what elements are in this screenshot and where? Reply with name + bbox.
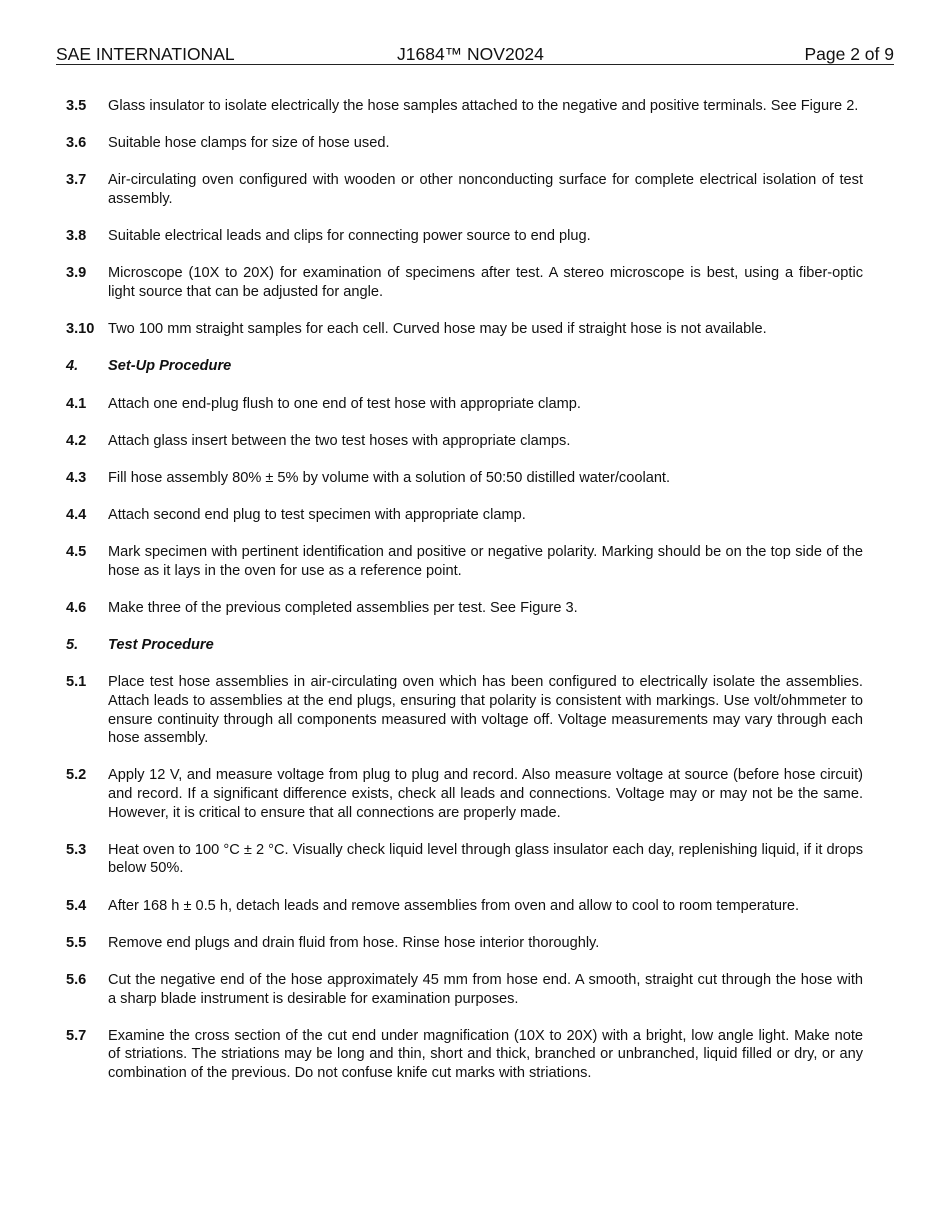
paragraph-text: Attach one end-plug flush to one end of test hose with appropriate clamp. (108, 395, 581, 412)
paragraph-text: Attach glass insert between the two test hoses with appropriate clamps. (108, 432, 571, 449)
paragraph-number: 3.8 (66, 228, 87, 245)
document-body (66, 97, 863, 1101)
header-page-number: Page 2 of 9 (804, 44, 894, 64)
section-heading (66, 636, 863, 655)
numbered-paragraph (66, 97, 863, 116)
numbered-paragraph (66, 673, 863, 747)
paragraph-text: Make three of the previous completed assemblies per test. See Figure 3. (108, 600, 578, 617)
paragraph-text: After 168 h ± 0.5 h, detach leads and remove assemblies from oven and allow to cool to room temperature. (108, 897, 800, 914)
paragraph-number: 4.2 (66, 432, 87, 449)
numbered-paragraph (66, 506, 863, 525)
paragraph-text: Examine the cross section of the cut end under magnification (10X to 20X) with a bright, low angle light. Make note of striations. The striations may be long and thin, short and thick, branched or unbranched, liquid filled or dry, or any combination of the previous. Do not confuse knife cut marks with striations. (108, 1027, 863, 1081)
numbered-paragraph (66, 1027, 863, 1083)
paragraph-text: Apply 12 V, and measure voltage from plug to plug and record. Also measure voltage at source (before hose circuit) and record. If a significant difference exists, check all leads and connections. Voltage may or may not be the same. However, it is critical to ensure that all connections are properly made. (108, 767, 863, 821)
paragraph-number: 3.7 (66, 172, 87, 189)
numbered-paragraph (66, 841, 863, 878)
numbered-paragraph (66, 543, 863, 580)
paragraph-text: Suitable electrical leads and clips for connecting power source to end plug. (108, 228, 591, 245)
paragraph-number: 3.5 (66, 98, 87, 114)
paragraph-text: Suitable hose clamps for size of hose used. (108, 135, 390, 152)
paragraph-number: 5. (66, 637, 79, 654)
paragraph-number: 3.10 (66, 321, 95, 338)
header-org: SAE INTERNATIONAL (56, 44, 235, 64)
paragraph-number: 3.6 (66, 135, 87, 152)
paragraph-number: 5.7 (66, 1027, 87, 1044)
paragraph-number: 5.1 (66, 674, 87, 691)
paragraph-text: Remove end plugs and drain fluid from hose. Rinse hose interior thoroughly. (108, 934, 600, 951)
paragraph-number: 4.5 (66, 544, 87, 561)
paragraph-text: Two 100 mm straight samples for each cell. Curved hose may be used if straight hose is not available. (108, 321, 767, 338)
paragraph-text: Air-circulating oven configured with wooden or other nonconducting surface for complete electrical isolation of test assembly. (108, 172, 863, 207)
paragraph-text: Microscope (10X to 20X) for examination of specimens after test. A stereo microscope is best, using a fiber-optic light source that can be adjusted for angle. (108, 265, 863, 300)
paragraph-number: 4.1 (66, 395, 87, 412)
paragraph-number: 5.5 (66, 934, 87, 951)
numbered-paragraph (66, 897, 863, 916)
paragraph-number: 5.4 (66, 897, 87, 914)
numbered-paragraph (66, 469, 863, 488)
paragraph-text: Place test hose assemblies in air-circulating oven which has been configured to electrically isolate the assemblies. Attach leads to assemblies at the end plugs, ensuring that polarity is consistent with markings. Use volt/ohmmeter to ensure continuity through all components measured with voltage off. Voltage measurements may vary through each hose assembly. (108, 674, 863, 747)
paragraph-number: 3.9 (66, 265, 87, 282)
paragraph-text: Fill hose assembly 80% ± 5% by volume with a solution of 50:50 distilled water/coolant. (108, 469, 671, 486)
numbered-paragraph (66, 934, 863, 953)
section-heading (66, 357, 863, 376)
paragraph-text: Attach second end plug to test specimen with appropriate clamp. (108, 507, 526, 524)
paragraph-number: 4.6 (66, 600, 87, 617)
numbered-paragraph (66, 171, 863, 208)
paragraph-text: Glass insulator to isolate electrically the hose samples attached to the negative and positive terminals. See Figure 2. (108, 98, 859, 114)
paragraph-text: Test Procedure (108, 637, 214, 654)
numbered-paragraph (66, 599, 863, 618)
paragraph-number: 5.6 (66, 971, 87, 988)
numbered-paragraph (66, 395, 863, 414)
paragraph-number: 5.3 (66, 841, 87, 858)
page-header (56, 44, 894, 65)
numbered-paragraph (66, 320, 863, 339)
numbered-paragraph (66, 766, 863, 822)
numbered-paragraph (66, 971, 863, 1008)
numbered-paragraph (66, 227, 863, 246)
numbered-paragraph (66, 134, 863, 153)
paragraph-number: 4. (66, 358, 79, 375)
paragraph-text: Mark specimen with pertinent identification and positive or negative polarity. Marking should be on the top side of the hose as it lays in the oven for use as a reference point. (108, 544, 863, 579)
numbered-paragraph (66, 264, 863, 301)
paragraph-text: Heat oven to 100 °C ± 2 °C. Visually check liquid level through glass insulator each day, replenishing liquid, if it drops below 50%. (108, 841, 863, 877)
numbered-paragraph (66, 432, 863, 451)
header-doc-id: J1684™ NOV2024 (397, 44, 544, 64)
paragraph-number: 4.4 (66, 507, 87, 524)
paragraph-number: 5.2 (66, 767, 87, 784)
paragraph-text: Set-Up Procedure (108, 358, 232, 375)
paragraph-text: Cut the negative end of the hose approximately 45 mm from hose end. A smooth, straight cut through the hose with a sharp blade instrument is desirable for examination purposes. (108, 971, 863, 1007)
paragraph-number: 4.3 (66, 469, 87, 486)
